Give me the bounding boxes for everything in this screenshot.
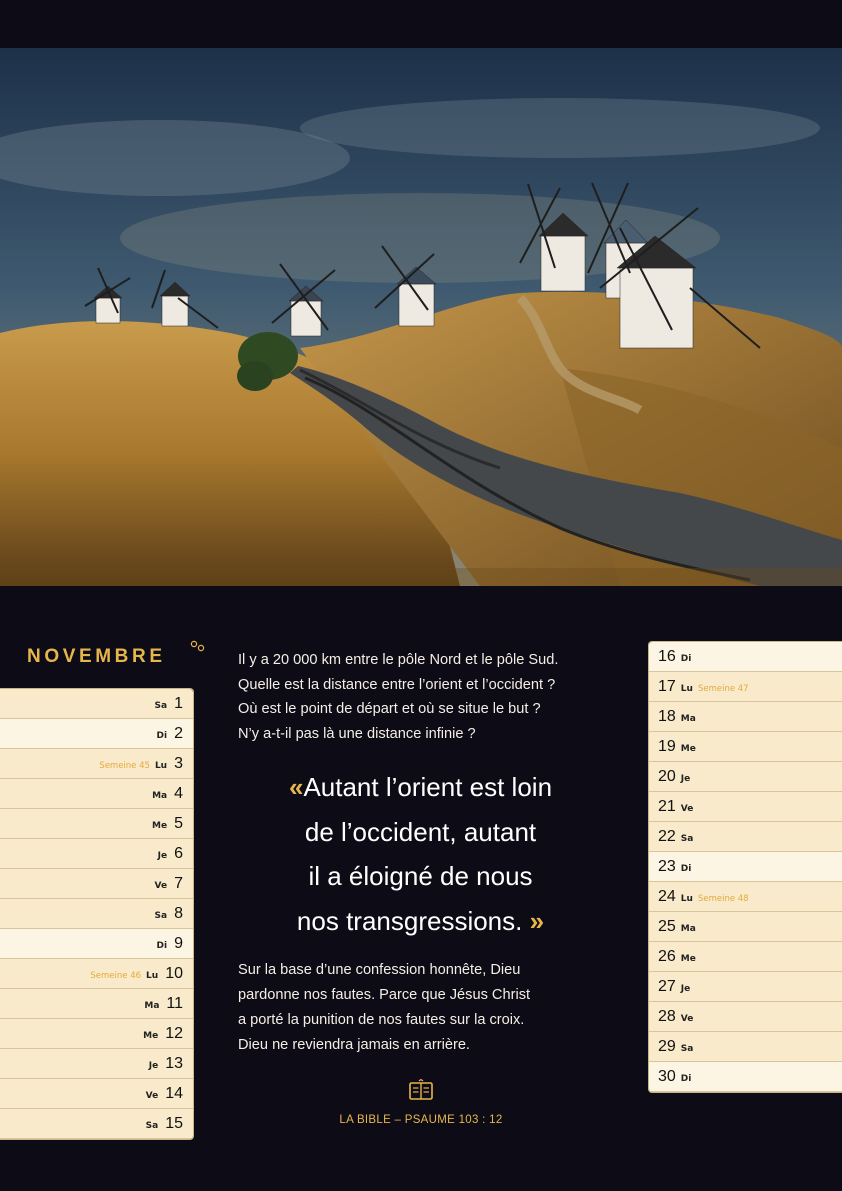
body-line: pardonne nos fautes. Parce que Jésus Christ	[238, 987, 531, 1003]
quote-text: Autant l’orient est loin	[303, 772, 553, 802]
intro-line: Quelle est la distance entre l’orient et l’occident ?	[238, 676, 556, 693]
weekday-abbrev: Ma	[680, 923, 696, 934]
weekday-abbrev: Sa	[680, 833, 694, 844]
calendar-day-row	[649, 792, 842, 822]
weekday-abbrev: Sa	[154, 700, 168, 711]
weekday-abbrev: Ve	[145, 1090, 159, 1101]
weekday-abbrev: Di	[156, 730, 168, 741]
weekday-abbrev: Di	[680, 1073, 692, 1084]
windmill-landscape-image	[0, 48, 842, 586]
weekday-abbrev: Lu	[146, 970, 159, 981]
calendar-day-row	[649, 672, 842, 702]
calendar-day-row	[0, 1019, 193, 1049]
body-line: a porté la punition de nos fautes sur la croix.	[238, 1012, 525, 1028]
weekday-abbrev: Ve	[680, 1013, 694, 1024]
calendar-days-1-15	[0, 689, 193, 1139]
day-number: 26	[658, 947, 676, 965]
day-number: 20	[658, 767, 676, 785]
calendar-day-row	[0, 899, 193, 929]
calendar-day-row	[649, 762, 842, 792]
calendar-day-row	[649, 732, 842, 762]
weekday-abbrev: Sa	[145, 1120, 159, 1131]
weekday-abbrev: Me	[152, 820, 168, 831]
weekday-abbrev: Lu	[680, 893, 693, 904]
quote-text: nos transgressions.	[296, 905, 523, 936]
calendar-day-row	[0, 1109, 193, 1139]
calendar-day-row	[649, 912, 842, 942]
close-quote-mark: »	[529, 905, 545, 936]
day-number: 25	[658, 917, 676, 935]
weekday-abbrev: Je	[157, 850, 168, 861]
intro-line: N’y a-t-il pas là une distance infinie ?	[238, 725, 476, 742]
weekday-abbrev: Sa	[680, 1043, 694, 1054]
bible-quote	[228, 765, 613, 943]
quote-line-3: il a éloigné de nous	[308, 861, 533, 891]
weekday-abbrev: Me	[680, 953, 696, 964]
day-number: 6	[174, 844, 183, 862]
day-number: 8	[174, 904, 183, 922]
day-number: 13	[165, 1054, 183, 1072]
day-number: 2	[174, 724, 183, 742]
calendar-day-row	[0, 1049, 193, 1079]
weekday-abbrev: Je	[148, 1060, 159, 1071]
scripture-reference: LA BIBLE – PSAUME 103 : 12	[339, 1114, 503, 1126]
day-number: 30	[658, 1067, 676, 1085]
calendar-day-row	[649, 1002, 842, 1032]
week-label: Semeine 45	[99, 760, 150, 771]
calendar-day-row	[0, 749, 193, 779]
day-number: 18	[658, 707, 676, 725]
day-number: 7	[174, 874, 183, 892]
body-line: Sur la base d’une confession honnête, Dieu	[238, 962, 521, 978]
day-number: 14	[165, 1084, 183, 1102]
weekday-abbrev: Me	[143, 1030, 159, 1041]
weekday-abbrev: Lu	[154, 760, 168, 771]
intro-paragraph	[238, 648, 618, 746]
calendar-day-row	[649, 972, 842, 1002]
intro-line: Il y a 20 000 km entre le pôle Nord et le pôle Sud.	[238, 652, 559, 668]
calendar-day-row	[0, 719, 193, 749]
weekday-abbrev: Je	[680, 773, 691, 784]
weekday-abbrev: Lu	[680, 683, 693, 694]
day-number: 11	[166, 994, 183, 1012]
calendar-day-row	[649, 642, 842, 672]
day-number: 15	[165, 1114, 183, 1132]
open-quote-mark: «	[288, 772, 304, 802]
body-line: Dieu ne reviendra jamais en arrière.	[238, 1037, 470, 1053]
calendar-day-row	[0, 869, 193, 899]
open-bible-icon	[408, 1079, 434, 1103]
calendar-day-row	[649, 1032, 842, 1062]
week-label: Semeine 47	[697, 683, 749, 694]
day-number: 17	[658, 677, 676, 695]
day-number: 10	[165, 964, 183, 982]
calendar-day-row	[0, 989, 193, 1019]
calendar-day-row	[0, 779, 193, 809]
calendar-day-row	[649, 702, 842, 732]
calendar-day-row	[0, 809, 193, 839]
weekday-abbrev: Ma	[680, 713, 696, 724]
day-number: 27	[658, 977, 676, 995]
day-number: 4	[174, 784, 183, 802]
weekday-abbrev: Ma	[152, 790, 168, 801]
calendar-day-row	[649, 882, 842, 912]
day-number: 29	[658, 1037, 676, 1055]
calendar-day-row	[0, 929, 193, 959]
calendar-day-row	[649, 942, 842, 972]
calendar-day-row	[649, 822, 842, 852]
calendar-day-row	[0, 839, 193, 869]
day-number: 16	[658, 647, 676, 665]
day-number: 28	[658, 1007, 676, 1025]
weekday-abbrev: Di	[156, 940, 168, 951]
calendar-day-row	[649, 852, 842, 882]
day-number: 5	[174, 814, 183, 832]
weekday-abbrev: Me	[680, 743, 696, 754]
day-number: 3	[174, 754, 183, 772]
weekday-abbrev: Ve	[680, 803, 694, 814]
quote-line-4	[228, 899, 613, 944]
day-number: 21	[658, 797, 676, 815]
weekday-abbrev: Ve	[154, 880, 168, 891]
weekday-abbrev: Ma	[144, 1000, 160, 1011]
day-number: 24	[658, 887, 676, 905]
week-label: Semeine 48	[697, 893, 749, 904]
body-paragraph	[238, 958, 618, 1058]
month-title: NOVEMBRE	[27, 646, 166, 667]
weekday-abbrev: Di	[680, 863, 692, 874]
intro-line: Où est le point de départ et où se situe le but ?	[238, 701, 541, 717]
weekday-abbrev: Sa	[154, 910, 168, 921]
calendar-day-row	[0, 689, 193, 719]
day-number: 12	[165, 1024, 183, 1042]
windmill-photo	[0, 48, 842, 586]
day-number: 1	[174, 694, 183, 712]
week-label: Semeine 46	[90, 970, 142, 981]
calendar-day-row	[0, 1079, 193, 1109]
weekday-abbrev: Je	[680, 983, 691, 994]
day-number: 22	[658, 827, 676, 845]
day-number: 23	[658, 857, 676, 875]
weekday-abbrev: Di	[680, 653, 692, 664]
calendar-day-row	[649, 1062, 842, 1092]
calendar-days-16-30	[649, 642, 842, 1092]
sparkle-decoration-icon	[190, 640, 206, 654]
calendar-day-row	[0, 959, 193, 989]
quote-line-2: de l’occident, autant	[304, 816, 537, 847]
quote-line-1	[228, 765, 613, 810]
day-number: 19	[658, 737, 676, 755]
day-number: 9	[174, 934, 183, 952]
